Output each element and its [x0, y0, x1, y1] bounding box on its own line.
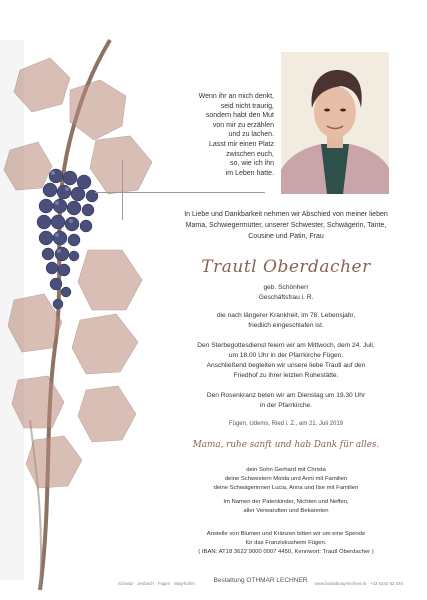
poem-line: von mir zu erzählen: [212, 121, 274, 129]
poem-line: seid nicht traurig,: [220, 102, 274, 110]
rosary-line: Den Rosenkranz beten wir am Dienstag um 19.30 Uhr: [206, 392, 366, 399]
footer: [118, 577, 403, 593]
poem-line: Lasst mir einen Platz: [209, 140, 274, 148]
place-date: Fügen, Udems, Ried i. Z., am 21. Juli 2019: [228, 421, 344, 427]
death-notice: [160, 311, 412, 330]
footer-locations: Schwaz · Jenbach · Fügen · Mayrhofen: [118, 581, 195, 586]
donation-line: Anstelle von Blumen und Kränzen bitten wir um eine Spende: [206, 531, 366, 537]
funeral-service-info: [160, 341, 412, 381]
poem-line: zwischen euch,: [226, 150, 274, 158]
birth-details: [160, 283, 412, 302]
poem-line: und zu lachen.: [228, 131, 274, 139]
cross-horizontal-line: [95, 192, 265, 193]
intro-line: Mama, Schwiegermutter, unserer Schwester, Schwägerin, Tante,: [185, 222, 387, 229]
poem-line: im Leben hatte.: [225, 169, 274, 177]
family-line: deine Schwägerinnen Lucia, Anna und Ilse mit Familien: [213, 485, 359, 491]
occupation: Geschäftsfrau i. R.: [258, 293, 314, 301]
intro-text: [160, 209, 412, 242]
farewell-motto: Mama, ruhe sanft und hab Dank für alles.: [192, 440, 380, 450]
poem-line: Wenn ihr an mich denkt,: [198, 93, 274, 100]
relatives-line: Im Namen der Patenkinder, Nichten und Neffen,: [223, 499, 349, 505]
rosary-info: [160, 391, 412, 411]
funeral-line: Anschließend begleiten wir unsere liebe Trautl auf den: [206, 362, 366, 369]
mourners-family: [160, 466, 412, 493]
portrait-photo: [281, 52, 389, 194]
relatives-line: aller Verwandten und Bekannten: [243, 508, 329, 514]
funeral-line: um 18.00 Uhr in der Pfarrkirche Fügen.: [228, 352, 344, 359]
poem-line: so, wie ich ihn: [230, 160, 274, 168]
memorial-poem: [150, 92, 274, 178]
intro-line: Cousine und Patin, Frau: [248, 233, 324, 240]
funeral-line: Den Sterbegottesdienst feiern wir am Mittwoch, dem 24. Juli,: [197, 342, 375, 349]
grapevine-illustration: [0, 0, 160, 600]
family-line: dein Sohn Gerhard mit Christa: [246, 467, 326, 473]
death-line: die nach längerer Krankheit, im 78. Lebensjahr,: [216, 312, 356, 319]
donation-line: ( IBAN: AT18 3622 9000 0007 4450, Kennwort: Trautl Oberdacher ): [198, 549, 374, 555]
deceased-name: Trautl Oberdacher: [201, 257, 371, 277]
donation-request: [160, 530, 412, 557]
intro-line: In Liebe und Dankbarkeit nehmen wir Abschied von meiner lieben: [184, 211, 388, 218]
funeral-home-name: Bestattung OTHMAR LECHNER: [213, 577, 308, 584]
mourners-relatives: [160, 498, 412, 516]
donation-line: für das Franziskusheim Fügen.: [245, 540, 327, 546]
poem-line: sondern habt den Mut: [205, 112, 274, 120]
family-line: deine Schwestern Moida und Anni mit Familien: [224, 476, 348, 482]
cross-vertical-line: [122, 160, 123, 220]
footer-contact: www.bestattung-lechner.at · +43 5242 62 346: [314, 581, 403, 586]
maiden-name: geb. Schönherr: [263, 284, 309, 291]
rosary-line: in der Pfarrkirche.: [259, 402, 313, 409]
funeral-line: Friedhof zu ihrer letzten Ruhestätte.: [233, 372, 339, 379]
death-line: friedlich eingeschlafen ist.: [248, 321, 324, 329]
